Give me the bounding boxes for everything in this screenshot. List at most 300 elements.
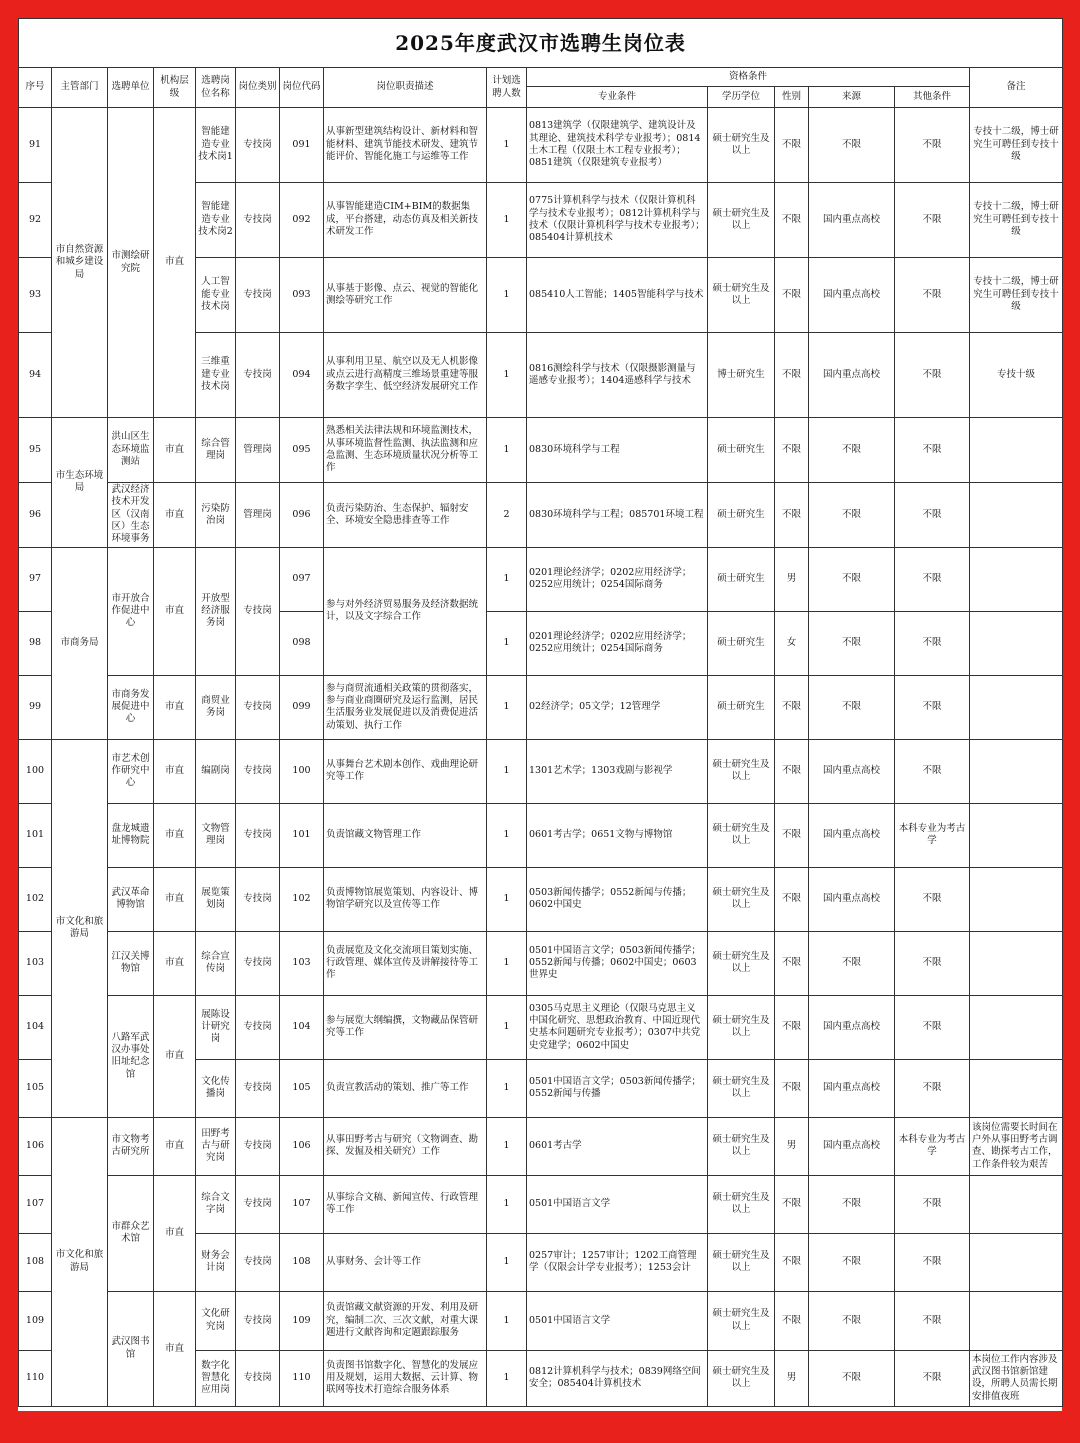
cell-source: 国内重点高校: [809, 739, 895, 803]
cell-source: 不限: [809, 1350, 895, 1406]
header-dept: 主管部门: [52, 68, 108, 108]
cell-seq: 109: [19, 1291, 52, 1350]
cell-seq: 103: [19, 931, 52, 995]
cell-pos-code: 094: [280, 333, 324, 418]
cell-dept: 市自然资源和城乡建设局: [52, 108, 108, 418]
cell-source: 国内重点高校: [809, 995, 895, 1059]
cell-pos-type: 专技岗: [236, 995, 280, 1059]
cell-pos-code: 096: [280, 483, 324, 548]
cell-seq: 91: [19, 108, 52, 183]
header-unit: 选聘单位: [108, 68, 154, 108]
cell-pos-code: 105: [280, 1059, 324, 1117]
cell-pos-type: 专技岗: [236, 1059, 280, 1117]
cell-duty: 从事财务、会计等工作: [324, 1233, 487, 1291]
cell-source: 国内重点高校: [809, 867, 895, 931]
cell-seq: 94: [19, 333, 52, 418]
cell-pos-code: 107: [280, 1175, 324, 1233]
cell-duty: 参与商贸流通相关政策的贯彻落实，参与商业商圈研究及运行监测，居民生活服务业发展促进以及消费促进活动策划、执行工作: [324, 675, 487, 739]
cell-major: 0501中国语言文学；0503新闻传播学；0552新闻与传播；0602中国史；0603世界史: [527, 931, 708, 995]
header-pos-type: 岗位类别: [236, 68, 280, 108]
cell-duty: 负责污染防治、生态保护、辐射安全、环境安全隐患排查等工作: [324, 483, 487, 548]
cell-other: 不限: [895, 1291, 970, 1350]
cell-gender: 不限: [775, 867, 809, 931]
cell-pos-code: 099: [280, 675, 324, 739]
cell-pos-code: 092: [280, 183, 324, 258]
cell-plan: 1: [487, 1350, 527, 1406]
cell-gender: 女: [775, 611, 809, 675]
cell-other: 不限: [895, 867, 970, 931]
cell-note: 专技十级: [970, 333, 1063, 418]
cell-level: 市直: [154, 483, 196, 548]
cell-edu: 硕士研究生及以上: [708, 739, 775, 803]
cell-pos-type: 专技岗: [236, 867, 280, 931]
cell-major: 0201理论经济学；0202应用经济学；0252应用统计；0254国际商务: [527, 611, 708, 675]
cell-major: 0601考古学；0651文物与博物馆: [527, 803, 708, 867]
cell-edu: 硕士研究生及以上: [708, 258, 775, 333]
cell-pos-type: 专技岗: [236, 931, 280, 995]
cell-edu: 硕士研究生: [708, 418, 775, 483]
cell-edu: 硕士研究生及以上: [708, 108, 775, 183]
header-level: 机构层级: [154, 68, 196, 108]
cell-edu: 硕士研究生及以上: [708, 1117, 775, 1175]
cell-note: [970, 675, 1063, 739]
table-row: [19, 1291, 1063, 1350]
cell-gender: 不限: [775, 108, 809, 183]
job-table: [18, 18, 1063, 1407]
cell-level: 市直: [154, 995, 196, 1117]
cell-gender: 不限: [775, 803, 809, 867]
cell-major: 0501中国语言文学: [527, 1175, 708, 1233]
cell-other: 不限: [895, 675, 970, 739]
table-row: [19, 931, 1063, 995]
cell-edu: 硕士研究生及以上: [708, 931, 775, 995]
cell-pos-name: 综合管理岗: [196, 418, 236, 483]
cell-seq: 102: [19, 867, 52, 931]
cell-pos-name: 三维重建专业技术岗: [196, 333, 236, 418]
cell-note: 专技十二级，博士研究生可聘任到专技十级: [970, 183, 1063, 258]
cell-seq: 104: [19, 995, 52, 1059]
cell-major: 0305马克思主义理论（仅限马克思主义中国化研究、思想政治教育、中国近现代史基本问题研究专业报考）；0307中共党史党建学；0602中国史: [527, 995, 708, 1059]
cell-dept: 市商务局: [52, 547, 108, 739]
cell-gender: 男: [775, 1350, 809, 1406]
cell-plan: 1: [487, 1233, 527, 1291]
cell-pos-code: 101: [280, 803, 324, 867]
cell-pos-name: 财务会计岗: [196, 1233, 236, 1291]
cell-source: 国内重点高校: [809, 333, 895, 418]
cell-duty: 从事综合文稿、新闻宣传、行政管理等工作: [324, 1175, 487, 1233]
cell-duty: 从事新型建筑结构设计、新材料和智能材料、建筑节能技术研发、建筑节能评价、智能化施工与运维等工作: [324, 108, 487, 183]
cell-duty: 负责博物馆展览策划、内容设计、博物馆学研究以及宣传等工作: [324, 867, 487, 931]
header-other: 其他条件: [895, 87, 970, 108]
cell-pos-name: 综合文字岗: [196, 1175, 236, 1233]
cell-seq: 95: [19, 418, 52, 483]
cell-unit: 市艺术创作研究中心: [108, 739, 154, 803]
header-edu: 学历学位: [708, 87, 775, 108]
cell-dept: 市生态环境局: [52, 418, 108, 548]
cell-plan: 1: [487, 333, 527, 418]
cell-seq: 110: [19, 1350, 52, 1406]
cell-plan: 1: [487, 258, 527, 333]
cell-seq: 98: [19, 611, 52, 675]
cell-other: 不限: [895, 995, 970, 1059]
cell-gender: 不限: [775, 1175, 809, 1233]
table-row: [19, 547, 1063, 611]
cell-major: 0501中国语言文学；0503新闻传播学；0552新闻与传播: [527, 1059, 708, 1117]
cell-major: 0257审计；1257审计；1202工商管理学（仅限会计学专业报考）；1253会计: [527, 1233, 708, 1291]
cell-pos-type: 专技岗: [236, 1175, 280, 1233]
cell-major: 0830环境科学与工程: [527, 418, 708, 483]
cell-edu: 硕士研究生及以上: [708, 1233, 775, 1291]
cell-major: 0813建筑学（仅限建筑学、建筑设计及其理论、建筑技术科学专业报考）；0814土木工程（仅限土木工程专业报考）；0851建筑（仅限建筑专业报考）: [527, 108, 708, 183]
cell-edu: 硕士研究生: [708, 675, 775, 739]
cell-seq: 99: [19, 675, 52, 739]
cell-edu: 硕士研究生: [708, 483, 775, 548]
cell-pos-name: 展览策划岗: [196, 867, 236, 931]
cell-source: 不限: [809, 547, 895, 611]
cell-pos-code: 110: [280, 1350, 324, 1406]
cell-plan: 1: [487, 1291, 527, 1350]
cell-level: 市直: [154, 547, 196, 675]
cell-level: 市直: [154, 675, 196, 739]
cell-pos-name: 文物管理岗: [196, 803, 236, 867]
cell-pos-code: 106: [280, 1117, 324, 1175]
cell-note: [970, 483, 1063, 548]
cell-edu: 硕士研究生及以上: [708, 1059, 775, 1117]
cell-unit: 盘龙城遗址博物院: [108, 803, 154, 867]
cell-gender: 不限: [775, 483, 809, 548]
cell-gender: 不限: [775, 1059, 809, 1117]
cell-plan: 1: [487, 995, 527, 1059]
cell-note: [970, 1291, 1063, 1350]
cell-pos-type: 专技岗: [236, 1350, 280, 1406]
cell-edu: 博士研究生: [708, 333, 775, 418]
cell-duty: 负责展览及文化交流项目策划实施、行政管理、媒体宣传及讲解接待等工作: [324, 931, 487, 995]
cell-seq: 97: [19, 547, 52, 611]
cell-plan: 1: [487, 739, 527, 803]
table-row: [19, 803, 1063, 867]
cell-source: 不限: [809, 1233, 895, 1291]
cell-duty: 熟悉相关法律法规和环境监测技术，从事环境监督性监测、执法监测和应急监测、生态环境质量状况分析等工作: [324, 418, 487, 483]
cell-note: [970, 611, 1063, 675]
cell-other: 不限: [895, 418, 970, 483]
cell-note: [970, 803, 1063, 867]
cell-other: 不限: [895, 1233, 970, 1291]
cell-source: 国内重点高校: [809, 258, 895, 333]
cell-note: [970, 1059, 1063, 1117]
cell-other: 不限: [895, 1350, 970, 1406]
cell-gender: 不限: [775, 931, 809, 995]
cell-plan: 1: [487, 675, 527, 739]
cell-level: 市直: [154, 1291, 196, 1406]
cell-pos-type: 管理岗: [236, 418, 280, 483]
cell-seq: 106: [19, 1117, 52, 1175]
cell-level: 市直: [154, 1117, 196, 1175]
cell-other: 不限: [895, 547, 970, 611]
cell-gender: 不限: [775, 1291, 809, 1350]
cell-unit: 武汉图书馆: [108, 1291, 154, 1406]
cell-source: 不限: [809, 1291, 895, 1350]
cell-pos-code: 100: [280, 739, 324, 803]
cell-duty: 负责宣教活动的策划、推广等工作: [324, 1059, 487, 1117]
cell-gender: 男: [775, 547, 809, 611]
cell-seq: 93: [19, 258, 52, 333]
cell-pos-name: 商贸业务岗: [196, 675, 236, 739]
header-major: 专业条件: [527, 87, 708, 108]
cell-major: 0830环境科学与工程；085701环境工程: [527, 483, 708, 548]
cell-plan: 1: [487, 1175, 527, 1233]
cell-source: 国内重点高校: [809, 1117, 895, 1175]
header-note: 备注: [970, 68, 1063, 108]
cell-pos-type: 管理岗: [236, 483, 280, 548]
cell-level: 市直: [154, 418, 196, 483]
cell-duty: 从事利用卫星、航空以及无人机影像或点云进行高精度三维场景重建等服务数字孪生、低空经济发展研究工作: [324, 333, 487, 418]
cell-major: 0816测绘科学与技术（仅限摄影测量与遥感专业报考）；1404遥感科学与技术: [527, 333, 708, 418]
cell-major: 0812计算机科学与技术；0839网络空间安全；085404计算机技术: [527, 1350, 708, 1406]
cell-gender: 男: [775, 1117, 809, 1175]
table-row: [19, 995, 1063, 1059]
cell-other: 不限: [895, 483, 970, 548]
cell-plan: 1: [487, 183, 527, 258]
cell-other: 本科专业为考古学: [895, 803, 970, 867]
table-row: [19, 867, 1063, 931]
cell-pos-code: 098: [280, 611, 324, 675]
cell-source: 不限: [809, 611, 895, 675]
cell-plan: 1: [487, 418, 527, 483]
cell-other: 不限: [895, 931, 970, 995]
cell-unit: 市文物考古研究所: [108, 1117, 154, 1175]
header-seq: 序号: [19, 68, 52, 108]
header-pos-name: 选聘岗位名称: [196, 68, 236, 108]
cell-pos-code: 097: [280, 547, 324, 611]
cell-unit: 八路军武汉办事处旧址纪念馆: [108, 995, 154, 1117]
cell-edu: 硕士研究生及以上: [708, 1291, 775, 1350]
cell-pos-type: 专技岗: [236, 675, 280, 739]
cell-pos-type: 专技岗: [236, 333, 280, 418]
cell-pos-type: 专技岗: [236, 108, 280, 183]
cell-seq: 92: [19, 183, 52, 258]
cell-unit: 武汉革命博物馆: [108, 867, 154, 931]
table-row: [19, 1117, 1063, 1175]
cell-pos-code: 095: [280, 418, 324, 483]
cell-edu: 硕士研究生及以上: [708, 995, 775, 1059]
cell-unit: 市测绘研究院: [108, 108, 154, 418]
cell-pos-name: 智能建造专业技术岗2: [196, 183, 236, 258]
cell-plan: 1: [487, 867, 527, 931]
cell-gender: 不限: [775, 675, 809, 739]
header-source: 来源: [809, 87, 895, 108]
cell-source: 不限: [809, 483, 895, 548]
cell-note: [970, 547, 1063, 611]
cell-pos-type: 专技岗: [236, 1291, 280, 1350]
cell-pos-type: 专技岗: [236, 739, 280, 803]
cell-pos-name: 文化研究岗: [196, 1291, 236, 1350]
cell-pos-type: 专技岗: [236, 258, 280, 333]
cell-note: [970, 739, 1063, 803]
cell-plan: 1: [487, 611, 527, 675]
cell-level: 市直: [154, 867, 196, 931]
cell-major: 0601考古学: [527, 1117, 708, 1175]
cell-source: 不限: [809, 675, 895, 739]
header-qualifications: 资格条件: [527, 68, 970, 87]
cell-seq: 96: [19, 483, 52, 548]
cell-major: 1301艺术学；1303戏剧与影视学: [527, 739, 708, 803]
cell-pos-name: 智能建造专业技术岗1: [196, 108, 236, 183]
cell-source: 不限: [809, 418, 895, 483]
table-row: [19, 418, 1063, 483]
cell-edu: 硕士研究生及以上: [708, 1350, 775, 1406]
cell-source: 国内重点高校: [809, 1059, 895, 1117]
cell-note: 专技十二级，博士研究生可聘任到专技十级: [970, 108, 1063, 183]
cell-source: 国内重点高校: [809, 183, 895, 258]
cell-plan: 1: [487, 547, 527, 611]
cell-pos-name: 文化传播岗: [196, 1059, 236, 1117]
cell-pos-name: 综合宣传岗: [196, 931, 236, 995]
table-row: [19, 1175, 1063, 1233]
cell-duty: 负责图书馆数字化、智慧化的发展应用及规划，运用大数据、云计算、物联网等技术打造综合服务体系: [324, 1350, 487, 1406]
cell-plan: 1: [487, 931, 527, 995]
cell-note: [970, 995, 1063, 1059]
cell-note: [970, 931, 1063, 995]
cell-seq: 105: [19, 1059, 52, 1117]
cell-gender: 不限: [775, 739, 809, 803]
cell-pos-code: 108: [280, 1233, 324, 1291]
cell-pos-name: 数字化智慧化应用岗: [196, 1350, 236, 1406]
cell-source: 不限: [809, 1175, 895, 1233]
cell-major: 0503新闻传播学；0552新闻与传播；0602中国史: [527, 867, 708, 931]
cell-pos-code: 102: [280, 867, 324, 931]
cell-source: 国内重点高校: [809, 803, 895, 867]
cell-pos-type: 专技岗: [236, 803, 280, 867]
cell-level: 市直: [154, 108, 196, 418]
cell-other: 不限: [895, 183, 970, 258]
cell-seq: 101: [19, 803, 52, 867]
cell-pos-type: 专技岗: [236, 183, 280, 258]
cell-pos-name: 开放型经济服务岗: [196, 547, 236, 675]
cell-plan: 1: [487, 1059, 527, 1117]
cell-level: 市直: [154, 803, 196, 867]
cell-note: [970, 418, 1063, 483]
cell-source: 不限: [809, 108, 895, 183]
cell-other: 不限: [895, 108, 970, 183]
header-plan: 计划选聘人数: [487, 68, 527, 108]
cell-plan: 1: [487, 803, 527, 867]
cell-level: 市直: [154, 739, 196, 803]
cell-duty: 参与对外经济贸易服务及经济数据统计，以及文字综合工作: [324, 547, 487, 675]
table-row: [19, 675, 1063, 739]
cell-pos-name: 田野考古与研究岗: [196, 1117, 236, 1175]
cell-other: 不限: [895, 611, 970, 675]
cell-other: 不限: [895, 258, 970, 333]
cell-gender: 不限: [775, 183, 809, 258]
cell-plan: 1: [487, 1117, 527, 1175]
cell-seq: 107: [19, 1175, 52, 1233]
cell-unit: 市群众艺术馆: [108, 1175, 154, 1291]
cell-gender: 不限: [775, 258, 809, 333]
cell-pos-name: 展陈设计研究岗: [196, 995, 236, 1059]
cell-note: [970, 867, 1063, 931]
table-row: [19, 739, 1063, 803]
header-duty: 岗位职责描述: [324, 68, 487, 108]
cell-unit: 洪山区生态环境监测站: [108, 418, 154, 483]
cell-edu: 硕士研究生及以上: [708, 183, 775, 258]
cell-note: 专技十二级，博士研究生可聘任到专技十级: [970, 258, 1063, 333]
header-pos-code: 岗位代码: [280, 68, 324, 108]
cell-gender: 不限: [775, 995, 809, 1059]
cell-source: 不限: [809, 931, 895, 995]
cell-major: 02经济学；05文学；12管理学: [527, 675, 708, 739]
cell-pos-name: 污染防治岗: [196, 483, 236, 548]
cell-pos-type: 专技岗: [236, 547, 280, 675]
cell-duty: 从事基于影像、点云、视觉的智能化测绘等研究工作: [324, 258, 487, 333]
cell-pos-code: 093: [280, 258, 324, 333]
cell-unit: 市商务发展促进中心: [108, 675, 154, 739]
cell-pos-type: 专技岗: [236, 1117, 280, 1175]
cell-gender: 不限: [775, 418, 809, 483]
cell-major: 0201理论经济学；0202应用经济学；0252应用统计；0254国际商务: [527, 547, 708, 611]
cell-note: 该岗位需要长时间在户外从事田野考古调查、勘探考古工作，工作条件较为艰苦: [970, 1117, 1063, 1175]
cell-pos-code: 104: [280, 995, 324, 1059]
header-gender: 性别: [775, 87, 809, 108]
cell-note: 本岗位工作内容涉及武汉图书馆新馆建设，所聘人员需长期安排值夜班: [970, 1350, 1063, 1406]
cell-edu: 硕士研究生及以上: [708, 803, 775, 867]
cell-pos-type: 专技岗: [236, 1233, 280, 1291]
cell-edu: 硕士研究生及以上: [708, 1175, 775, 1233]
cell-duty: 从事田野考古与研究（文物调查、勘探、发掘及相关研究）工作: [324, 1117, 487, 1175]
table-row: [19, 483, 1063, 548]
cell-other: 不限: [895, 1175, 970, 1233]
cell-other: 不限: [895, 739, 970, 803]
cell-level: 市直: [154, 1175, 196, 1291]
cell-level: 市直: [154, 931, 196, 995]
table-row: [19, 108, 1063, 183]
cell-note: [970, 1233, 1063, 1291]
cell-unit: 武汉经济技术开发区（汉南区）生态环境事务: [108, 483, 154, 548]
cell-plan: 1: [487, 108, 527, 183]
cell-gender: 不限: [775, 333, 809, 418]
cell-pos-code: 091: [280, 108, 324, 183]
cell-pos-code: 103: [280, 931, 324, 995]
cell-duty: 从事舞台艺术剧本创作、戏曲理论研究等工作: [324, 739, 487, 803]
cell-edu: 硕士研究生: [708, 547, 775, 611]
cell-plan: 2: [487, 483, 527, 548]
cell-edu: 硕士研究生及以上: [708, 867, 775, 931]
cell-duty: 参与展览大纲编撰，文物藏品保管研究等工作: [324, 995, 487, 1059]
cell-dept: 市文化和旅游局: [52, 1117, 108, 1406]
cell-gender: 不限: [775, 1233, 809, 1291]
cell-dept: 市文化和旅游局: [52, 739, 108, 1117]
job-table-sheet: [18, 18, 1062, 1411]
cell-other: 不限: [895, 1059, 970, 1117]
cell-unit: 市开放合作促进中心: [108, 547, 154, 675]
cell-seq: 108: [19, 1233, 52, 1291]
cell-other: 不限: [895, 333, 970, 418]
cell-major: 0775计算机科学与技术（仅限计算机科学与技术专业报考）；0812计算机科学与技术（仅限计算机科学与技术专业报考）；085404计算机技术: [527, 183, 708, 258]
cell-edu: 硕士研究生: [708, 611, 775, 675]
cell-major: 085410人工智能；1405智能科学与技术: [527, 258, 708, 333]
table-title: 2025年度武汉市选聘生岗位表: [19, 19, 1063, 68]
cell-other: 本科专业为考古学: [895, 1117, 970, 1175]
cell-pos-code: 109: [280, 1291, 324, 1350]
cell-duty: 从事智能建造CIM+BIM的数据集成，平台搭建，动态仿真及相关新技术研发工作: [324, 183, 487, 258]
cell-pos-name: 人工智能专业技术岗: [196, 258, 236, 333]
cell-pos-name: 编剧岗: [196, 739, 236, 803]
cell-seq: 100: [19, 739, 52, 803]
cell-unit: 江汉关博物馆: [108, 931, 154, 995]
cell-duty: 负责馆藏文物管理工作: [324, 803, 487, 867]
cell-duty: 负责馆藏文献资源的开发、利用及研究，编制二次、三次文献，对重大课题进行文献咨询和定题跟踪服务: [324, 1291, 487, 1350]
cell-major: 0501中国语言文学: [527, 1291, 708, 1350]
cell-note: [970, 1175, 1063, 1233]
